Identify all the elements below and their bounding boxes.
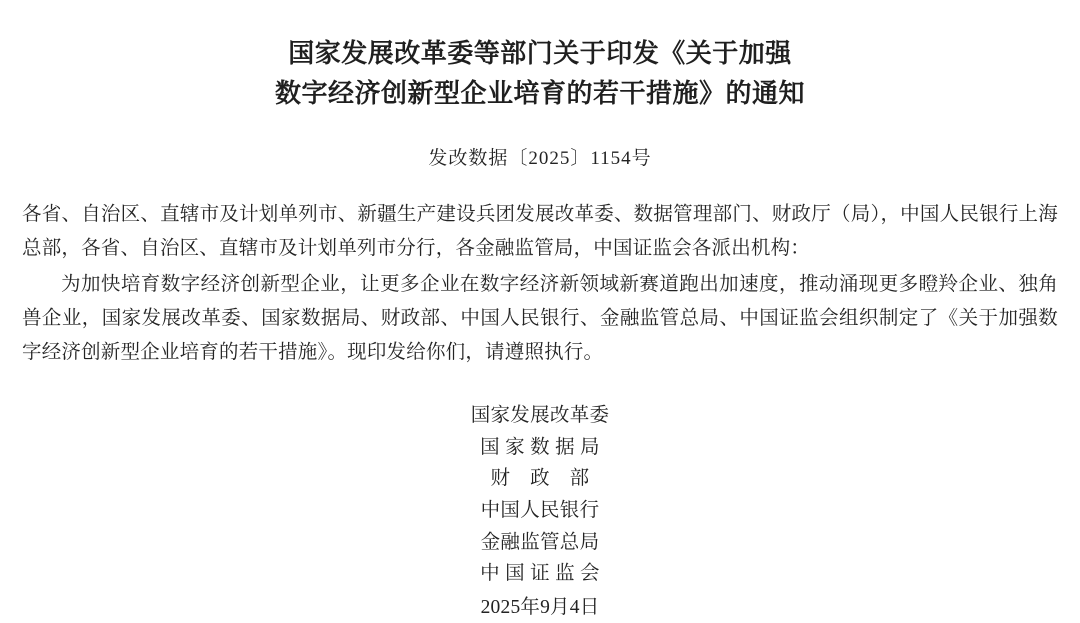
signature-block [22, 400, 1058, 623]
page-title-line-1: 国家发展改革委等部门关于印发《关于加强 [288, 39, 792, 68]
signature-line-5: 金融监管总局 [480, 531, 600, 553]
page-title-line-2: 数字经济创新型企业培育的若干措施》的通知 [274, 79, 805, 109]
signature-date: 2025年9月4日 [480, 596, 600, 618]
signature-line-6: 中 国 证 监 会 [480, 563, 600, 585]
page-title [22, 34, 1058, 115]
main-paragraph: 为加快培育数字经济创新型企业，让更多企业在数字经济新领域新赛道跑出加速度，推动涌现更多瞪羚企业、独角兽企业，国家发展改革委、国家数据局、财政部、中国人民银行、金融监管总局、中国证监会组织制定了《关于加强数字经济创新型企业培育的若干措施》。现印发给你们，请遵照执行。 [22, 273, 1058, 364]
document-number: 发改数据〔2025〕1154号 [428, 147, 652, 169]
document-body [22, 198, 1058, 371]
signature-line-1: 国家发展改革委 [470, 405, 610, 427]
signature-line-3: 财 政 部 [490, 468, 590, 490]
recipient-paragraph: 各省、自治区、直辖市及计划单列市、新疆生产建设兵团发展改革委、数据管理部门、财政厅（局），中国人民银行上海总部，各省、自治区、直辖市及计划单列市分行，各金融监管局，中国证监会各派出机构： [22, 203, 1058, 259]
signature-line-2: 国 家 数 据 局 [480, 436, 600, 458]
signature-line-4: 中国人民银行 [480, 499, 600, 521]
